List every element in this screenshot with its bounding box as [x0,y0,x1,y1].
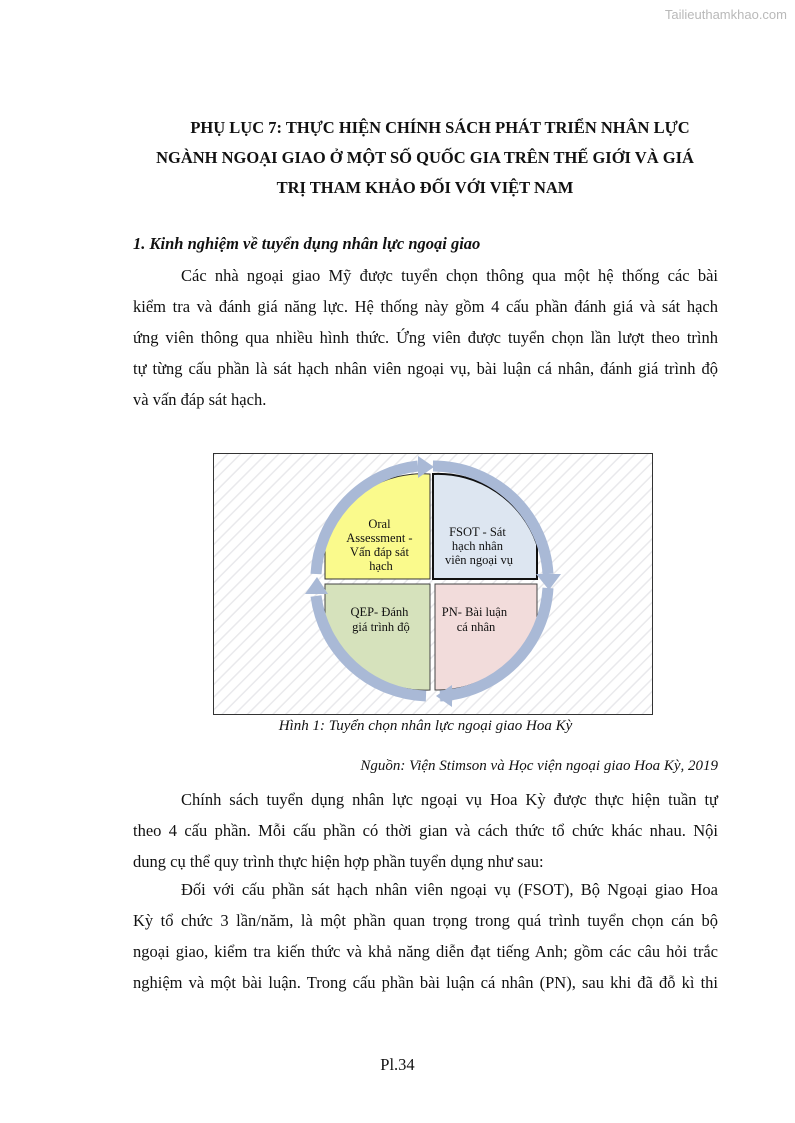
appendix-heading [130,113,720,203]
paragraph-line: tự từng cấu phần là sát hạch nhân viên ngoại vụ, bài luận cá nhân, đánh giá trình độ [133,359,718,378]
paragraph-line: dung cụ thể quy trình thực hiện hợp phần tuyển dụng như sau: [133,852,544,871]
heading-line-2: NGÀNH NGOẠI GIAO Ở MỘT SỐ QUỐC GIA TRÊN THẾ GIỚI VÀ GIÁ [156,148,694,167]
section-1-title: 1. Kinh nghiệm về tuyển dụng nhân lực ngoại giao [133,234,481,253]
figure-source: Nguồn: Viện Stimson và Học viện ngoại giao Hoa Kỳ, 2019 [360,758,718,774]
paragraph-line: và vấn đáp sát hạch. [133,390,267,409]
paragraph-line: Kỳ tổ chức 3 lần/năm, là một phần quan trọng trong quá trình tuyển chọn cán bộ [133,911,718,930]
paragraph-line: kiểm tra và đánh giá năng lực. Hệ thống này gồm 4 cấu phần đánh giá và sát hạch [133,297,718,316]
paragraph-line: Đối với cấu phần sát hạch nhân viên ngoại vụ (FSOT), Bộ Ngoại giao Hoa [181,880,718,899]
paragraph-2 [133,784,718,877]
paragraph-1 [133,260,718,415]
heading-line-1: PHỤ LỤC 7: THỰC HIỆN CHÍNH SÁCH PHÁT TRIỂN NHÂN LỰC [190,118,690,137]
paragraph-line: Các nhà ngoại giao Mỹ được tuyển chọn thông qua một hệ thống các bài [181,266,718,285]
paragraph-line: Chính sách tuyển dụng nhân lực ngoại vụ Hoa Kỳ được thực hiện tuần tự [181,790,718,809]
paragraph-line: ứng viên thông qua nhiều hình thức. Ứng viên được tuyển chọn lần lượt theo trình [133,328,718,347]
heading-line-3: TRỊ THAM KHẢO ĐỐI VỚI VIỆT NAM [276,178,574,197]
cycle-diagram [214,454,652,714]
label-qep: QEP- Đánh giá trình độ [350,605,410,634]
label-fsot: FSOT - Sát hạch nhân viên ngoại vụ [444,525,514,567]
label-pn: PN- Bài luận cá nhân [441,605,508,634]
figure-caption: Hình 1: Tuyển chọn nhân lực ngoại giao Hoa Kỳ [278,718,573,734]
label-oral-assessment: Oral Assessment - Vấn đáp sát hạch [346,517,413,573]
watermark: Tailieuthamkhao.com [664,7,787,22]
page-number: Pl.34 [380,1055,415,1074]
paragraph-line: ngoại giao, kiểm tra kiến thức và khả năng diễn đạt tiếng Anh; gồm các câu hỏi trắc [133,942,718,961]
paragraph-line: nghiệm và một bài luận. Trong cấu phần bài luận cá nhân (PN), sau khi đã đỗ kì thi [133,973,718,992]
paragraph-line: theo 4 cấu phần. Mỗi cấu phần có thời gian và cách thức tổ chức khác nhau. Nội [133,821,718,840]
recruitment-cycle-figure [213,453,653,715]
paragraph-3 [133,874,718,998]
